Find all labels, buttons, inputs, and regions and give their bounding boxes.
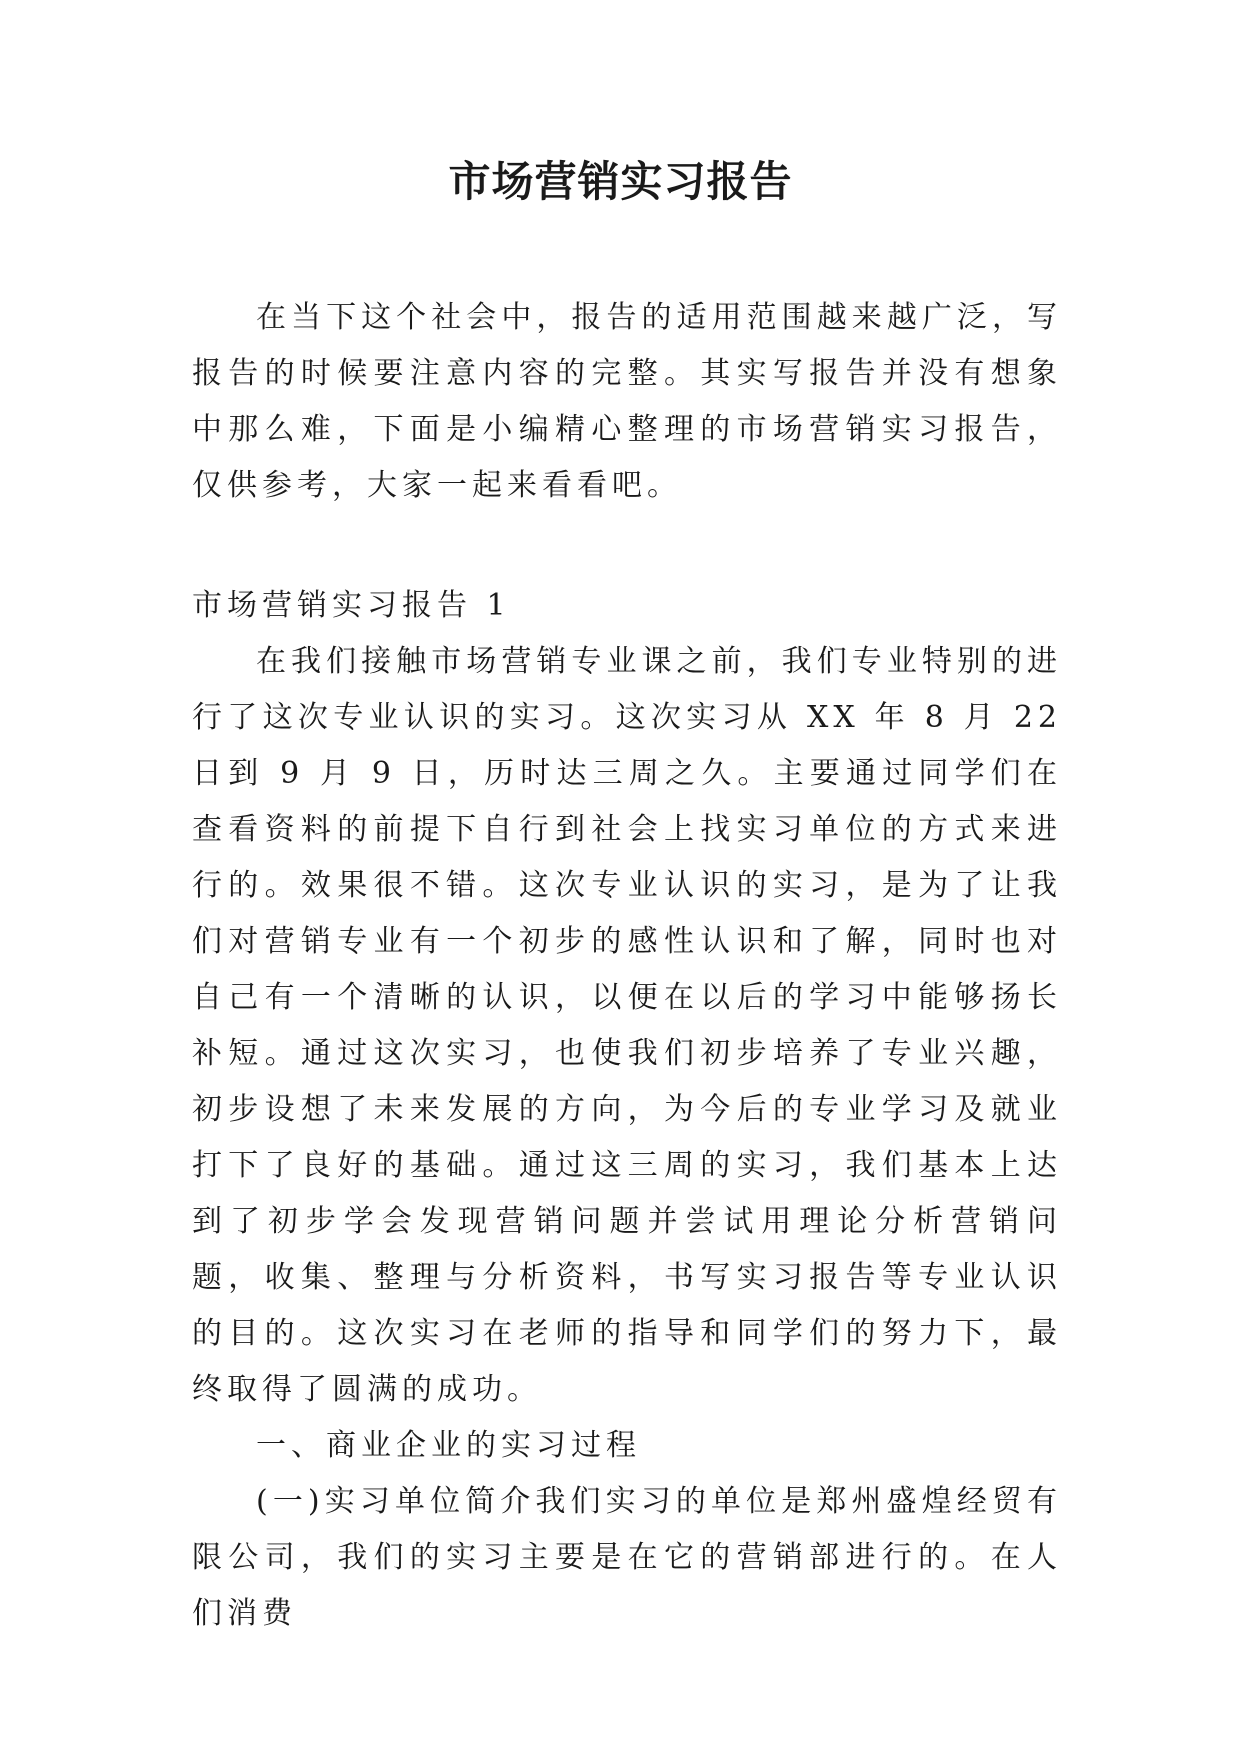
section-heading: 市场营销实习报告 1	[192, 588, 511, 623]
subheading: 一、商业企业的实习过程	[256, 1428, 641, 1463]
intro-block	[192, 290, 1062, 514]
document-title: 市场营销实习报告	[448, 157, 793, 206]
body-paragraph: 在我们接触市场营销专业课之前，我们专业特别的进行了这次专业认识的实习。这次实习从 XX 年 8 月 22 日到 9 月 9 日，历时达三周之久。主要通过同学们在查看资料的前提下自行到社会上找实习单位的方式来进行的。效果很不错。这次专业认识的实习，是为了让我们对营销专业有一个初步的感性认识和了解，同时也对自己有一个清晰的认识，以便在以后的学习中能够扬长补短。通过这次实习，也使我们初步培养了专业兴趣，初步设想了未来发展的方向，为今后的专业学习及就业打下了良好的基础。通过这三周的实习，我们基本上达到了初步学会发现营销问题并尝试用理论分析营销问题，收集、整理与分析资料，书写实习报告等专业认识的目的。这次实习在老师的指导和同学们的努力下，最终取得了圆满的成功。	[192, 644, 1062, 1407]
intro-paragraph: 在当下这个社会中，报告的适用范围越来越广泛，写报告的时候要注意内容的完整。其实写报告并没有想象中那么难，下面是小编精心整理的市场营销实习报告，仅供参考，大家一起来看看吧。	[192, 300, 1062, 503]
body-paragraph: (一)实习单位简介我们实习的单位是郑州盛煌经贸有限公司，我们的实习主要是在它的营销部进行的。在人们消费	[192, 1484, 1062, 1631]
report-section	[192, 578, 1062, 1642]
